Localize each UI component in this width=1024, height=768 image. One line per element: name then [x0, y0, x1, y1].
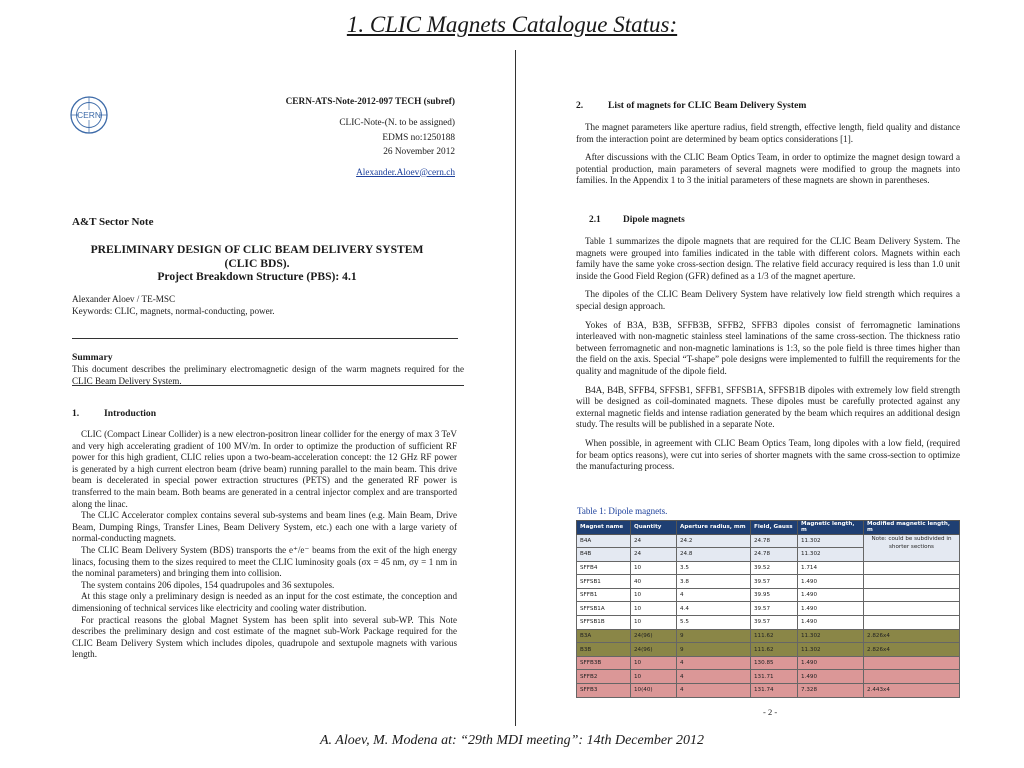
table-cell: [864, 602, 960, 616]
table-cell: 24.8: [677, 548, 751, 562]
section2-title: List of magnets for CLIC Beam Delivery System: [608, 100, 807, 111]
table-cell: 24: [631, 548, 677, 562]
table-cell: 7.328: [798, 684, 864, 698]
author-email-link[interactable]: Alexander.Aloev@cern.ch: [356, 167, 455, 178]
document-title-line-3: Project Breakdown Structure (PBS): 4.1: [157, 270, 357, 284]
table-cell: SFFSB1A: [577, 602, 631, 616]
page-divider: [515, 50, 516, 726]
table-cell: 24.78: [751, 534, 798, 548]
table-cell: 1.714: [798, 561, 864, 575]
table-cell: 24(96): [631, 629, 677, 643]
table-cell: 4: [677, 588, 751, 602]
cern-logo-text: CERN: [76, 110, 102, 120]
separator-line: [72, 338, 458, 339]
table-header-cell: Quantity: [631, 521, 677, 535]
subsection-body: [576, 236, 960, 480]
table-cell: 40: [631, 575, 677, 589]
summary-text: This document describes the preliminary electromagnetic design of the warm magnets required for the CLIC Beam Delivery System.: [72, 364, 464, 386]
table-cell: [864, 616, 960, 630]
cern-logo-icon: [68, 94, 110, 136]
table-cell: 10: [631, 670, 677, 684]
table-cell: 3.5: [677, 561, 751, 575]
table-cell: 2.443x4: [864, 684, 960, 698]
table-cell: 24(96): [631, 643, 677, 657]
table-cell: 10: [631, 602, 677, 616]
note-reference: CERN-ATS-Note-2012-097 TECH (subref): [285, 97, 455, 107]
date-line: 26 November 2012: [383, 147, 455, 157]
table-row: [577, 656, 960, 670]
table-cell: 39.57: [751, 602, 798, 616]
subsection-heading: [576, 215, 685, 225]
intro-paragraph: At this stage only a preliminary design is needed as an input for the cost estimate, the conception and dimensioning of technical services like electricity and cooling water distribution.: [72, 591, 457, 613]
slide-footer: A. Aloev, M. Modena at: “29th MDI meeting”: 14th December 2012: [319, 733, 704, 748]
dipole-paragraph: When possible, in agreement with CLIC Beam Optics Team, long dipoles with a low field, (required for beam optics reasons), were cut into series of shorter magnets with the same cross-section to optimize the manufacturing process.: [576, 437, 960, 472]
table-cell: Note: could be subdivided in shorter sections: [864, 534, 960, 561]
table-cell: 39.57: [751, 575, 798, 589]
section2-heading: [576, 100, 806, 111]
table-cell: 2.826x4: [864, 643, 960, 657]
dipole-magnets-table: [576, 520, 960, 698]
table-cell: [864, 670, 960, 684]
table-row: [577, 670, 960, 684]
table-row: [577, 616, 960, 630]
intro-body: [72, 429, 457, 661]
intro-section-number: 1.: [72, 408, 80, 419]
table-cell: 39.52: [751, 561, 798, 575]
table-cell: 39.57: [751, 616, 798, 630]
table-cell: 9: [677, 643, 751, 657]
document-title-line-1: PRELIMINARY DESIGN OF CLIC BEAM DELIVERY SYSTEM: [90, 243, 424, 256]
intro-paragraph: The CLIC Accelerator complex contains several sub-systems and beam lines (e.g. Main Beam, Drive Beam, Dumping Rings, Transfer Lines, Beam Delivery System, etc.) each one with a large variety of normal-conducting magnets.: [72, 510, 457, 544]
intro-paragraph: For practical reasons the global Magnet System has been split into several sub-WP. This Note describes the preliminary design and cost estimate of the magnet sub-Work Package required for the CLIC Beam Delivery System which includes dipoles, quadrupole and sextupole magnets with various length.: [72, 614, 457, 660]
table-cell: [864, 575, 960, 589]
document-title: [72, 243, 442, 284]
subsection-title: Dipole magnets: [623, 215, 685, 225]
table-cell: 11.302: [798, 534, 864, 548]
table-cell: B3B: [577, 643, 631, 657]
section2-paragraph: The magnet parameters like aperture radius, field strength, effective length, field quality and distance from the interaction point are determined by beam optics considerations [1].: [576, 122, 960, 144]
page-number: - 2 -: [763, 707, 778, 717]
table-cell: SFFB3: [577, 684, 631, 698]
table-cell: [864, 561, 960, 575]
table-caption: Table 1: Dipole magnets.: [577, 506, 668, 516]
table-cell: B4B: [577, 548, 631, 562]
table-cell: 1.490: [798, 588, 864, 602]
intro-section-title: Introduction: [104, 408, 157, 419]
table-cell: 11.302: [798, 629, 864, 643]
intro-paragraph: The CLIC Beam Delivery System (BDS) transports the e⁺/e⁻ beams from the exit of the high energy linacs, focusing them to the sizes required to meet the CLIC luminosity goals (σx = 45 nm, σy = 1 nm in the nominal parameters) and bringing them into collision.: [72, 544, 457, 579]
table-row: [577, 561, 960, 575]
section2-body: [576, 122, 960, 194]
note-header-lines: [339, 116, 455, 180]
dipole-paragraph: Yokes of B3A, B3B, SFFB3B, SFFB2, SFFB3 dipoles consist of ferromagnetic laminations interleaved with non-magnetic stainless steel laminations of the same cross-section. The thickness ratio between ferromagnetic and non-magnetic laminations is 1:3, so the pole field is three times higher than the field on the axis. Special “T-shape” pole designs were implemented to fulfill the requirements for the quality and magnitude of the dipole field.: [576, 319, 960, 376]
table-cell: 2.826x4: [864, 629, 960, 643]
summary-underline: [72, 385, 464, 386]
table-cell: 1.490: [798, 616, 864, 630]
table-header-cell: Aperture radius, mm: [677, 521, 751, 535]
table-cell: 111.62: [751, 629, 798, 643]
table-cell: SFFSB1B: [577, 616, 631, 630]
intro-section-heading: [72, 408, 156, 419]
table-row: [577, 643, 960, 657]
table-cell: 131.74: [751, 684, 798, 698]
table-cell: 10: [631, 656, 677, 670]
subsection-number: 2.1: [589, 215, 601, 225]
table-cell: 1.490: [798, 670, 864, 684]
dipole-paragraph: Table 1 summarizes the dipole magnets that are required for the CLIC Beam Delivery System. The magnets were grouped into families indicated in the table with different colors. Magnets within each family have the same yoke cross-section design. The relative field accuracy required is less than 1.0 unit inside the Good Field Region (GFR) defined as a 1/3 of the magnet aperture.: [576, 236, 960, 281]
table-cell: 1.490: [798, 602, 864, 616]
table-cell: 4.4: [677, 602, 751, 616]
table-cell: 24.2: [677, 534, 751, 548]
table-row: [577, 534, 960, 548]
table-cell: [864, 656, 960, 670]
table-cell: 10: [631, 588, 677, 602]
table-cell: 4: [677, 670, 751, 684]
table-cell: 11.302: [798, 643, 864, 657]
table-header-cell: Magnetic length, m: [798, 521, 864, 535]
author-block: [72, 294, 275, 317]
intro-paragraph: The system contains 206 dipoles, 154 quadrupoles and 36 sextupoles.: [81, 579, 335, 590]
table-cell: 131.71: [751, 670, 798, 684]
table-cell: SFFB3B: [577, 656, 631, 670]
table-cell: 4: [677, 656, 751, 670]
table-cell: 1.490: [798, 575, 864, 589]
table-cell: B4A: [577, 534, 631, 548]
table-cell: 10: [631, 561, 677, 575]
table-cell: 11.302: [798, 548, 864, 562]
table-row: [577, 629, 960, 643]
table-cell: 5.5: [677, 616, 751, 630]
table-cell: SFFB4: [577, 561, 631, 575]
table-cell: 4: [677, 684, 751, 698]
edms-line: EDMS no:1250188: [382, 132, 455, 143]
slide-title: 1. CLIC Magnets Catalogue Status:: [346, 12, 678, 37]
table-header-cell: Modified magnetic length, m: [864, 521, 960, 535]
table-cell: 24: [631, 534, 677, 548]
sector-note-label: A&T Sector Note: [72, 216, 154, 228]
table-cell: SFFB2: [577, 670, 631, 684]
table-cell: SFFB1: [577, 588, 631, 602]
section2-number: 2.: [576, 100, 584, 111]
table-row: [577, 602, 960, 616]
table-cell: 3.8: [677, 575, 751, 589]
table-header-cell: Field, Gauss: [751, 521, 798, 535]
table-cell: [864, 588, 960, 602]
table-cell: 1.490: [798, 656, 864, 670]
dipole-paragraph: The dipoles of the CLIC Beam Delivery System have relatively low field strength which requires a special design approach.: [576, 289, 960, 311]
table-cell: B3A: [577, 629, 631, 643]
keywords: Keywords: CLIC, magnets, normal-conducting, power.: [72, 305, 275, 316]
section2-paragraph: After discussions with the CLIC Beam Optics Team, in order to optimize the magnet design toward a potential production, main parameters of several magnets were modified to group the magnets into families. In the Appendix 1 to 3 the initial parameters of these magnets are shown in parentheses.: [576, 152, 960, 186]
table-row: [577, 588, 960, 602]
table-cell: 10(40): [631, 684, 677, 698]
table-cell: 24.78: [751, 548, 798, 562]
table-row: [577, 575, 960, 589]
clic-note-line: CLIC-Note-(N. to be assigned): [339, 118, 455, 128]
table-row: [577, 684, 960, 698]
table-header-cell: Magnet name: [577, 521, 631, 535]
table-cell: 130.85: [751, 656, 798, 670]
intro-paragraph: CLIC (Compact Linear Collider) is a new electron-positron linear collider for the energy of max 3 TeV and very high accelerating gradient of 100 MV/m. In order to optimize the production of sufficient RF power for this high gradient, CLIC relies upon a two-beam-acceleration concept: the 12 GHz RF power is generated by a high current electron beam (drive beam) running parallel to the main beam. This drive beam is decelerated in special power extraction structures (PETS) and the generated RF power is transferred to the main beam. Both beams are generated in a central injector complex and are transported along the linac.: [72, 429, 457, 509]
table-cell: 111.62: [751, 643, 798, 657]
dipole-paragraph: B4A, B4B, SFFB4, SFFSB1, SFFB1, SFFSB1A, SFFSB1B dipoles with extremely low field strength will be designed as coil-dominated magnets. These dipoles must be carefully protected against any external magnetic fields and intense radiation generated by the beam which requires an additional design study. The results will be published in a separate Note.: [576, 384, 960, 430]
table-cell: SFFSB1: [577, 575, 631, 589]
author-name: Alexander Aloev / TE-MSC: [72, 294, 176, 304]
table-header-row: [577, 521, 960, 535]
table-cell: 39.95: [751, 588, 798, 602]
document-title-line-2: (CLIC BDS).: [224, 256, 290, 270]
table-cell: 9: [677, 629, 751, 643]
summary-heading: Summary: [72, 352, 113, 363]
table-cell: 10: [631, 616, 677, 630]
